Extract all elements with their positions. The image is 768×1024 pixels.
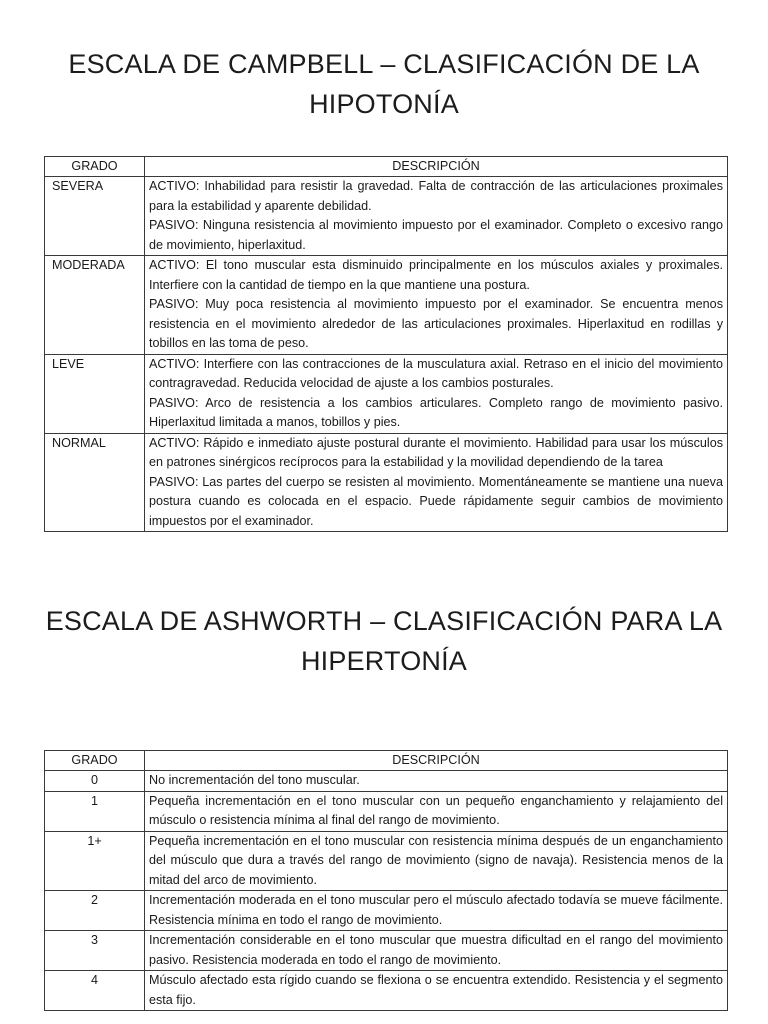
- activo-text: ACTIVO: El tono muscular esta disminuido principalmente en los músculos axiales y proximales. Interfiere con la cantidad de tiempo en la que mantiene una postura.: [149, 258, 723, 292]
- pasivo-text: PASIVO: Ninguna resistencia al movimiento impuesto por el examinador. Completo o excesivo rango de movimiento, hiperlaxitud.: [149, 218, 723, 252]
- table-row: [45, 891, 728, 931]
- descripcion-text: Incrementación considerable en el tono muscular que muestra dificultad en el rango del movimiento pasivo. Resistencia moderada en todo el rango de movimiento.: [149, 933, 723, 967]
- grado-cell: SEVERA: [45, 177, 145, 256]
- descripcion-cell: [145, 177, 728, 256]
- descripcion-text: Pequeña incrementación en el tono muscular con un pequeño enganchamiento y relajamiento del músculo o resistencia mínima al final del rango de movimiento.: [149, 793, 723, 827]
- table-row: [45, 256, 728, 355]
- ashworth-title: ESCALA DE ASHWORTH – CLASIFICACIÓN PARA LA HIPERTONÍA: [45, 606, 723, 677]
- pasivo-text: PASIVO: Muy poca resistencia al movimiento impuesto por el examinador. Se encuentra menos resistencia en el movimiento alrededor de las articulaciones proximales. Hiperlaxitud en rodillas y tobillos en las toma de peso.: [149, 297, 723, 350]
- grado-cell: 0: [45, 771, 145, 792]
- table-row: [45, 971, 728, 1011]
- table-row: [45, 354, 728, 433]
- activo-text: ACTIVO: Inhabilidad para resistir la gravedad. Falta de contracción de las articulaciones proximales para la estabilidad y aparente debilidad.: [149, 179, 723, 213]
- descripcion-cell: [145, 433, 728, 532]
- descripcion-cell: [145, 354, 728, 433]
- grado-cell: 3: [45, 931, 145, 971]
- table-header-row: [45, 751, 728, 771]
- grado-cell: MODERADA: [45, 256, 145, 355]
- campbell-title: ESCALA DE CAMPBELL – CLASIFICACIÓN DE LA HIPOTONÍA: [68, 49, 700, 120]
- activo-text: ACTIVO: Rápido e inmediato ajuste postural durante el movimiento. Habilidad para usar los músculos en patrones sinérgicos recíprocos para la estabilidad y la movilidad dependiendo de la tarea: [149, 435, 723, 469]
- descripcion-cell: [145, 831, 728, 891]
- table-row: [45, 791, 728, 831]
- activo-text: ACTIVO: Interfiere con las contracciones de la musculatura axial. Retraso en el inicio del movimiento contragravedad. Reducida velocidad de ajuste a los cambios posturales.: [149, 356, 723, 390]
- column-header-descripcion: DESCRIPCIÓN: [145, 157, 728, 177]
- table-row: [45, 771, 728, 792]
- campbell-table: [44, 156, 728, 532]
- table-header-row: [45, 157, 728, 177]
- grado-cell: 2: [45, 891, 145, 931]
- column-header-grado: GRADO: [45, 751, 145, 771]
- grado-cell: 1: [45, 791, 145, 831]
- descripcion-text: No incrementación del tono muscular.: [149, 773, 360, 787]
- descripcion-cell: [145, 256, 728, 355]
- descripcion-text: Músculo afectado esta rígido cuando se flexiona o se encuentra extendido. Resistencia y el segmento esta fijo.: [149, 973, 723, 1007]
- table-row: [45, 177, 728, 256]
- column-header-grado: GRADO: [45, 157, 145, 177]
- descripcion-cell: [145, 891, 728, 931]
- ashworth-table: [44, 750, 728, 1011]
- table-row: [45, 831, 728, 891]
- grado-cell: NORMAL: [45, 433, 145, 532]
- descripcion-cell: [145, 931, 728, 971]
- table-row: [45, 433, 728, 532]
- descripcion-cell: [145, 971, 728, 1011]
- table-row: [45, 931, 728, 971]
- column-header-descripcion: DESCRIPCIÓN: [145, 751, 728, 771]
- grado-cell: 4: [45, 971, 145, 1011]
- pasivo-text: PASIVO: Arco de resistencia a los cambios articulares. Completo rango de movimiento pasivo. Hiperlaxitud limitada a manos, tobillos y pies.: [149, 395, 723, 429]
- descripcion-text: Incrementación moderada en el tono muscular pero el músculo afectado todavía se mueve fácilmente. Resistencia mínima en todo el rango de movimiento.: [149, 893, 723, 927]
- grado-cell: LEVE: [45, 354, 145, 433]
- descripcion-cell: [145, 791, 728, 831]
- descripcion-cell: [145, 771, 728, 792]
- pasivo-text: PASIVO: Las partes del cuerpo se resisten al movimiento. Momentáneamente se mantiene una nueva postura cuando es colocada en el espacio. Puede rápidamente seguir cambios de movimiento impuestos por el examinador.: [149, 474, 723, 528]
- grado-cell: 1+: [45, 831, 145, 891]
- descripcion-text: Pequeña incrementación en el tono muscular con resistencia mínima después de un enganchamiento del músculo que dura a través del rango de movimiento (signo de navaja). Resistencia menos de la mitad del arco de movimiento.: [149, 833, 723, 887]
